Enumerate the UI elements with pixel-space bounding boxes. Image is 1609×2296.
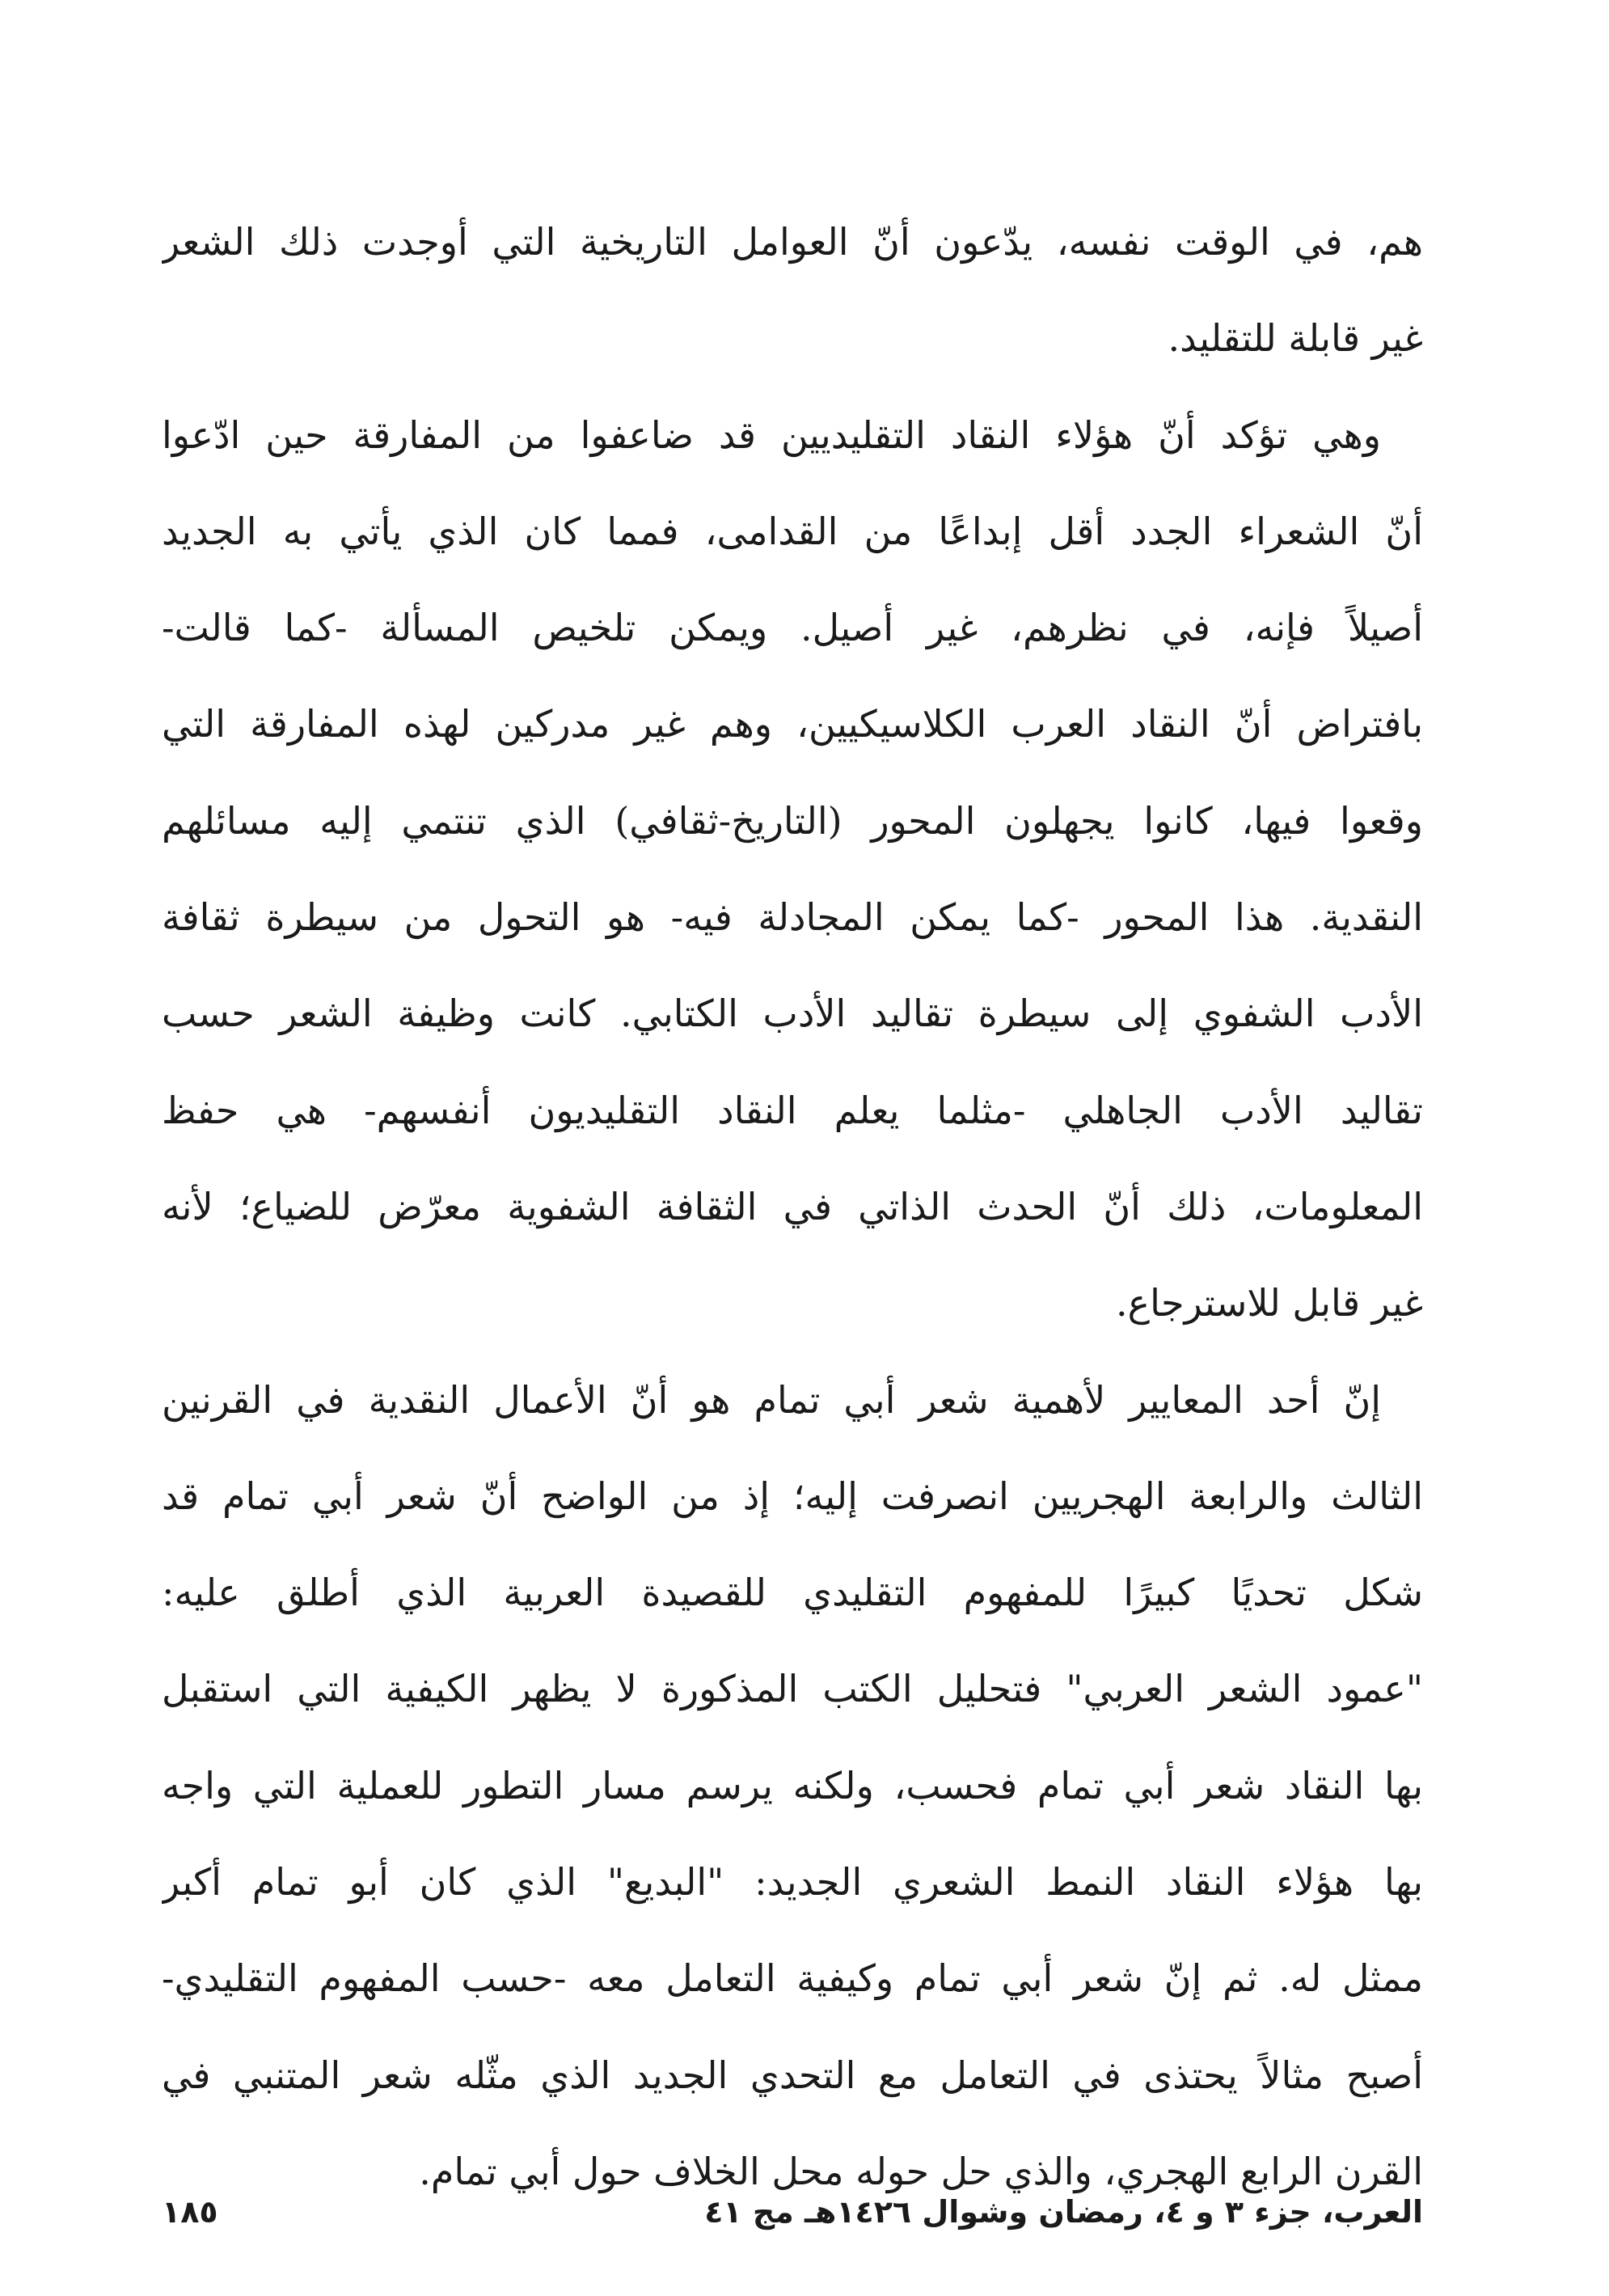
page-footer bbox=[162, 2188, 1423, 2236]
text-line: المعلومات، ذلك أنّ الحدث الذاتي في الثقافة الشفوية معرّض للضياع؛ لأنه bbox=[162, 1184, 1423, 1228]
text-line: بها هؤلاء النقاد النمط الشعري الجديد: "البديع" الذي كان أبو تمام أكبر bbox=[162, 1860, 1423, 1905]
text-line: غير قابل للاسترجاع. bbox=[1116, 1281, 1423, 1326]
text-line: بها النقاد شعر أبي تمام فحسب، ولكنه يرسم مسار التطور للعملية التي واجه bbox=[162, 1763, 1423, 1808]
text-line: ممثل له. ثم إنّ شعر أبي تمام وكيفية التعامل معه -حسب المفهوم التقليدي- bbox=[162, 1956, 1423, 2001]
text-line: بافتراض أنّ النقاد العرب الكلاسيكيين، وهم غير مدركين لهذه المفارقة التي bbox=[162, 702, 1423, 746]
journal-citation: العرب، جزء ٣ و ٤، رمضان وشوال ١٤٢٦هـ مج ٤١ bbox=[704, 2194, 1423, 2230]
text-line: هم، في الوقت نفسه، يدّعون أنّ العوامل التاريخية التي أوجدت ذلك الشعر bbox=[162, 220, 1423, 264]
text-line: أصيلاً فإنه، في نظرهم، غير أصيل. ويمكن تلخيص المسألة -كما قالت- bbox=[162, 606, 1423, 650]
text-line: غير قابلة للتقليد. bbox=[1168, 316, 1423, 361]
page-number: ١٨٥ bbox=[162, 2194, 218, 2230]
text-line: وقعوا فيها، كانوا يجهلون المحور (التاريخ-ثقافي) الذي تنتمي إليه مسائلهم bbox=[162, 798, 1423, 843]
text-line: أنّ الشعراء الجدد أقل إبداعًا من القدامى، فمما كان الذي يأتي به الجديد bbox=[162, 509, 1423, 553]
text-line: وهي تؤكد أنّ هؤلاء النقاد التقليديين قد ضاعفوا من المفارقة حين ادّعوا bbox=[162, 412, 1381, 457]
text-line: الثالث والرابعة الهجريين انصرفت إليه؛ إذ من الواضح أنّ شعر أبي تمام قد bbox=[162, 1474, 1423, 1518]
text-line: شكل تحديًا كبيرًا للمفهوم التقليدي للقصيدة العربية الذي أطلق عليه: bbox=[162, 1571, 1423, 1615]
text-line: القرن الرابع الهجري، والذي حل حوله محل الخلاف حول أبي تمام. bbox=[419, 2149, 1423, 2193]
text-line: أصبح مثالاً يحتذى في التعامل مع التحدي الجديد الذي مثّله شعر المتنبي في bbox=[162, 2053, 1423, 2097]
text-line: "عمود الشعر العربي" فتحليل الكتب المذكورة لا يظهر الكيفية التي استقبل bbox=[162, 1667, 1423, 1711]
body-text bbox=[162, 194, 1423, 2220]
text-line: النقدية. هذا المحور -كما يمكن المجادلة فيه- هو التحول من سيطرة ثقافة bbox=[162, 895, 1423, 940]
text-line: إنّ أحد المعايير لأهمية شعر أبي تمام هو أنّ الأعمال النقدية في القرنين bbox=[162, 1377, 1381, 1422]
text-line: تقاليد الأدب الجاهلي -مثلما يعلم النقاد التقليديون أنفسهم- هي حفظ bbox=[162, 1088, 1423, 1132]
text-line: الأدب الشفوي إلى سيطرة تقاليد الأدب الكتابي. كانت وظيفة الشعر حسب bbox=[162, 992, 1423, 1036]
